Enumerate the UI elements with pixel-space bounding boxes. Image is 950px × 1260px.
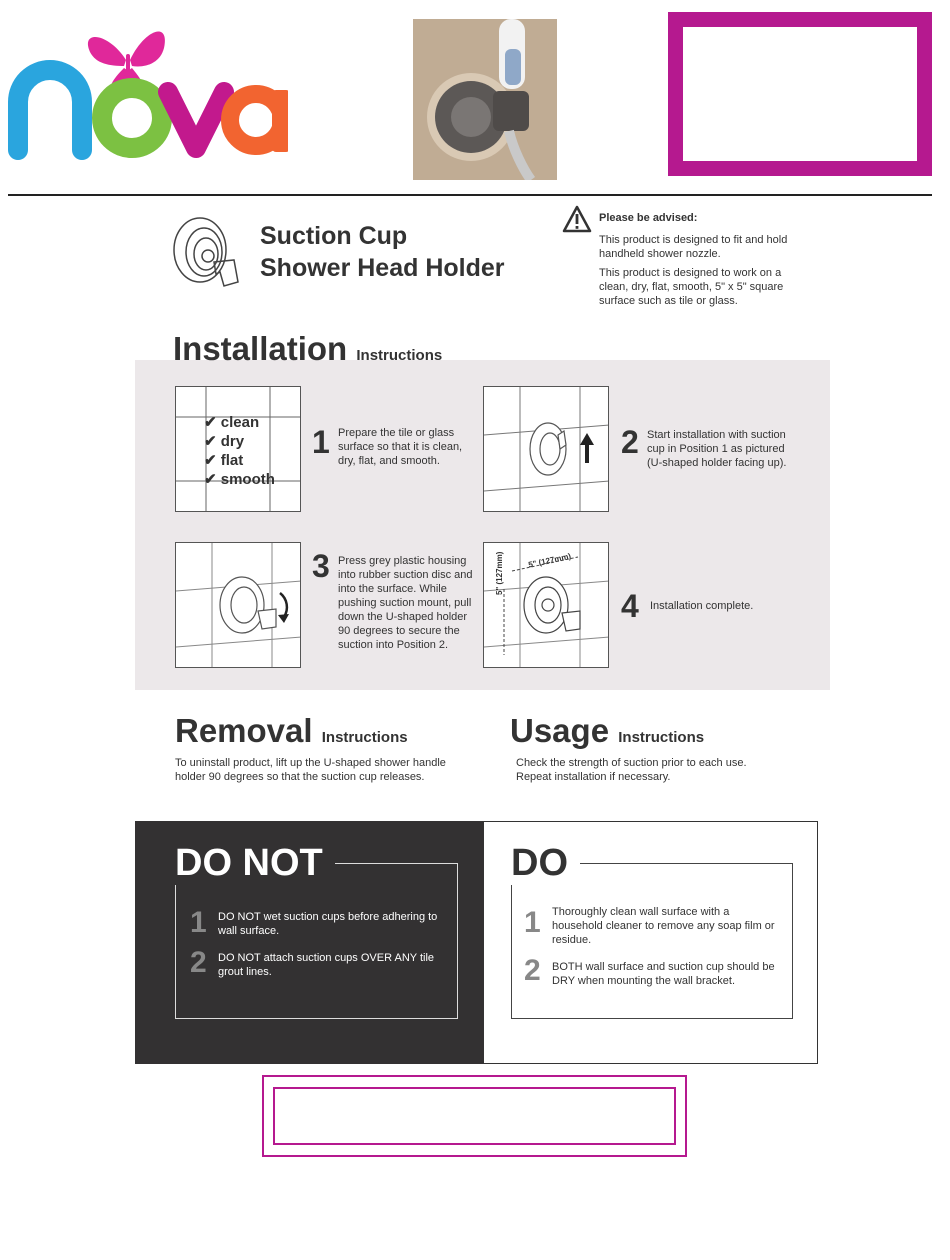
checklist-item: ✔ flat <box>204 452 244 469</box>
suction-holder-icon <box>168 210 258 300</box>
nova-logo <box>8 10 288 160</box>
usage-title: Usage <box>510 712 610 749</box>
do-not-item-1-number: 1 <box>190 906 207 939</box>
removal-text: To uninstall product, lift up the U-shaped shower handle holder 90 degrees so that the suction cup releases. <box>175 757 446 783</box>
label-placeholder-box <box>668 12 932 176</box>
header-divider <box>8 194 932 196</box>
dimension-label-horizontal: 5" (127mm) <box>527 551 572 570</box>
usage-text-2: Repeat installation if necessary. <box>516 771 671 783</box>
step-4-text: Installation complete. <box>650 600 754 612</box>
do-item-2-number: 2 <box>524 954 541 987</box>
step-2-text: Start installation with suction cup in Position 1 as pictured (U-shaped holder facing up). <box>647 429 787 469</box>
checklist-item: ✔ dry <box>204 433 245 450</box>
do-not-frame <box>175 863 458 1019</box>
product-title <box>260 220 505 284</box>
do-not-item-2-text: DO NOT attach suction cups OVER ANY tile grout lines. <box>218 952 435 978</box>
removal-heading <box>175 712 408 750</box>
step-3-image <box>175 542 301 668</box>
step-2-number: 2 <box>621 424 639 460</box>
do-not-item-1-text: DO NOT wet suction cups before adhering to wall surface. <box>218 911 438 937</box>
product-title-line1: Suction Cup <box>260 222 408 250</box>
do-item-1-text: Thoroughly clean wall surface with a household cleaner to remove any soap film or residue. <box>552 906 775 946</box>
checklist-item: ✔ clean <box>204 414 260 431</box>
step-4-number: 4 <box>621 588 639 624</box>
do-not-heading: DO NOT <box>175 842 335 885</box>
removal-title: Removal <box>175 712 313 749</box>
warning-icon <box>562 205 592 233</box>
advisory-text-1: This product is designed to fit and hold handheld shower nozzle. <box>599 234 788 260</box>
step-2-image <box>483 386 609 512</box>
usage-subtitle: Instructions <box>618 729 705 746</box>
step-3-text: Press grey plastic housing into rubber suction disc and into the surface. While pushing suction mount, pull down the U-shaped holder 90 degrees to secure the suction into Position 2. <box>338 555 473 651</box>
do-item-2-text: BOTH wall surface and suction cup should be DRY when mounting the wall bracket. <box>552 961 775 987</box>
checklist-item: ✔ smooth <box>204 471 275 488</box>
do-item-1-number: 1 <box>524 906 541 939</box>
step-1-text: Prepare the tile or glass surface so that it is clean, dry, flat, and smooth. <box>338 427 463 467</box>
step-1-number: 1 <box>312 424 330 460</box>
step-3-number: 3 <box>312 548 330 584</box>
advisory-heading: Please be advised: <box>599 212 698 224</box>
do-heading: DO <box>511 842 580 885</box>
product-photo <box>413 19 557 180</box>
usage-text-1: Check the strength of suction prior to each use. <box>516 757 747 769</box>
advisory-text-2: This product is designed to work on a clean, dry, flat, smooth, 5" x 5" square surface such as tile or glass. <box>599 267 784 307</box>
step-1-image <box>175 386 301 512</box>
product-title-line2: Shower Head Holder <box>260 254 505 282</box>
bottom-label-box-inner <box>273 1087 676 1145</box>
do-not-item-2-number: 2 <box>190 946 207 979</box>
installation-title: Installation <box>173 330 348 367</box>
usage-heading <box>510 712 704 750</box>
installation-subtitle: Instructions <box>356 347 443 364</box>
installation-heading <box>173 330 442 368</box>
dimension-label-vertical: 5" (127mm) <box>495 551 504 595</box>
removal-subtitle: Instructions <box>321 729 408 746</box>
